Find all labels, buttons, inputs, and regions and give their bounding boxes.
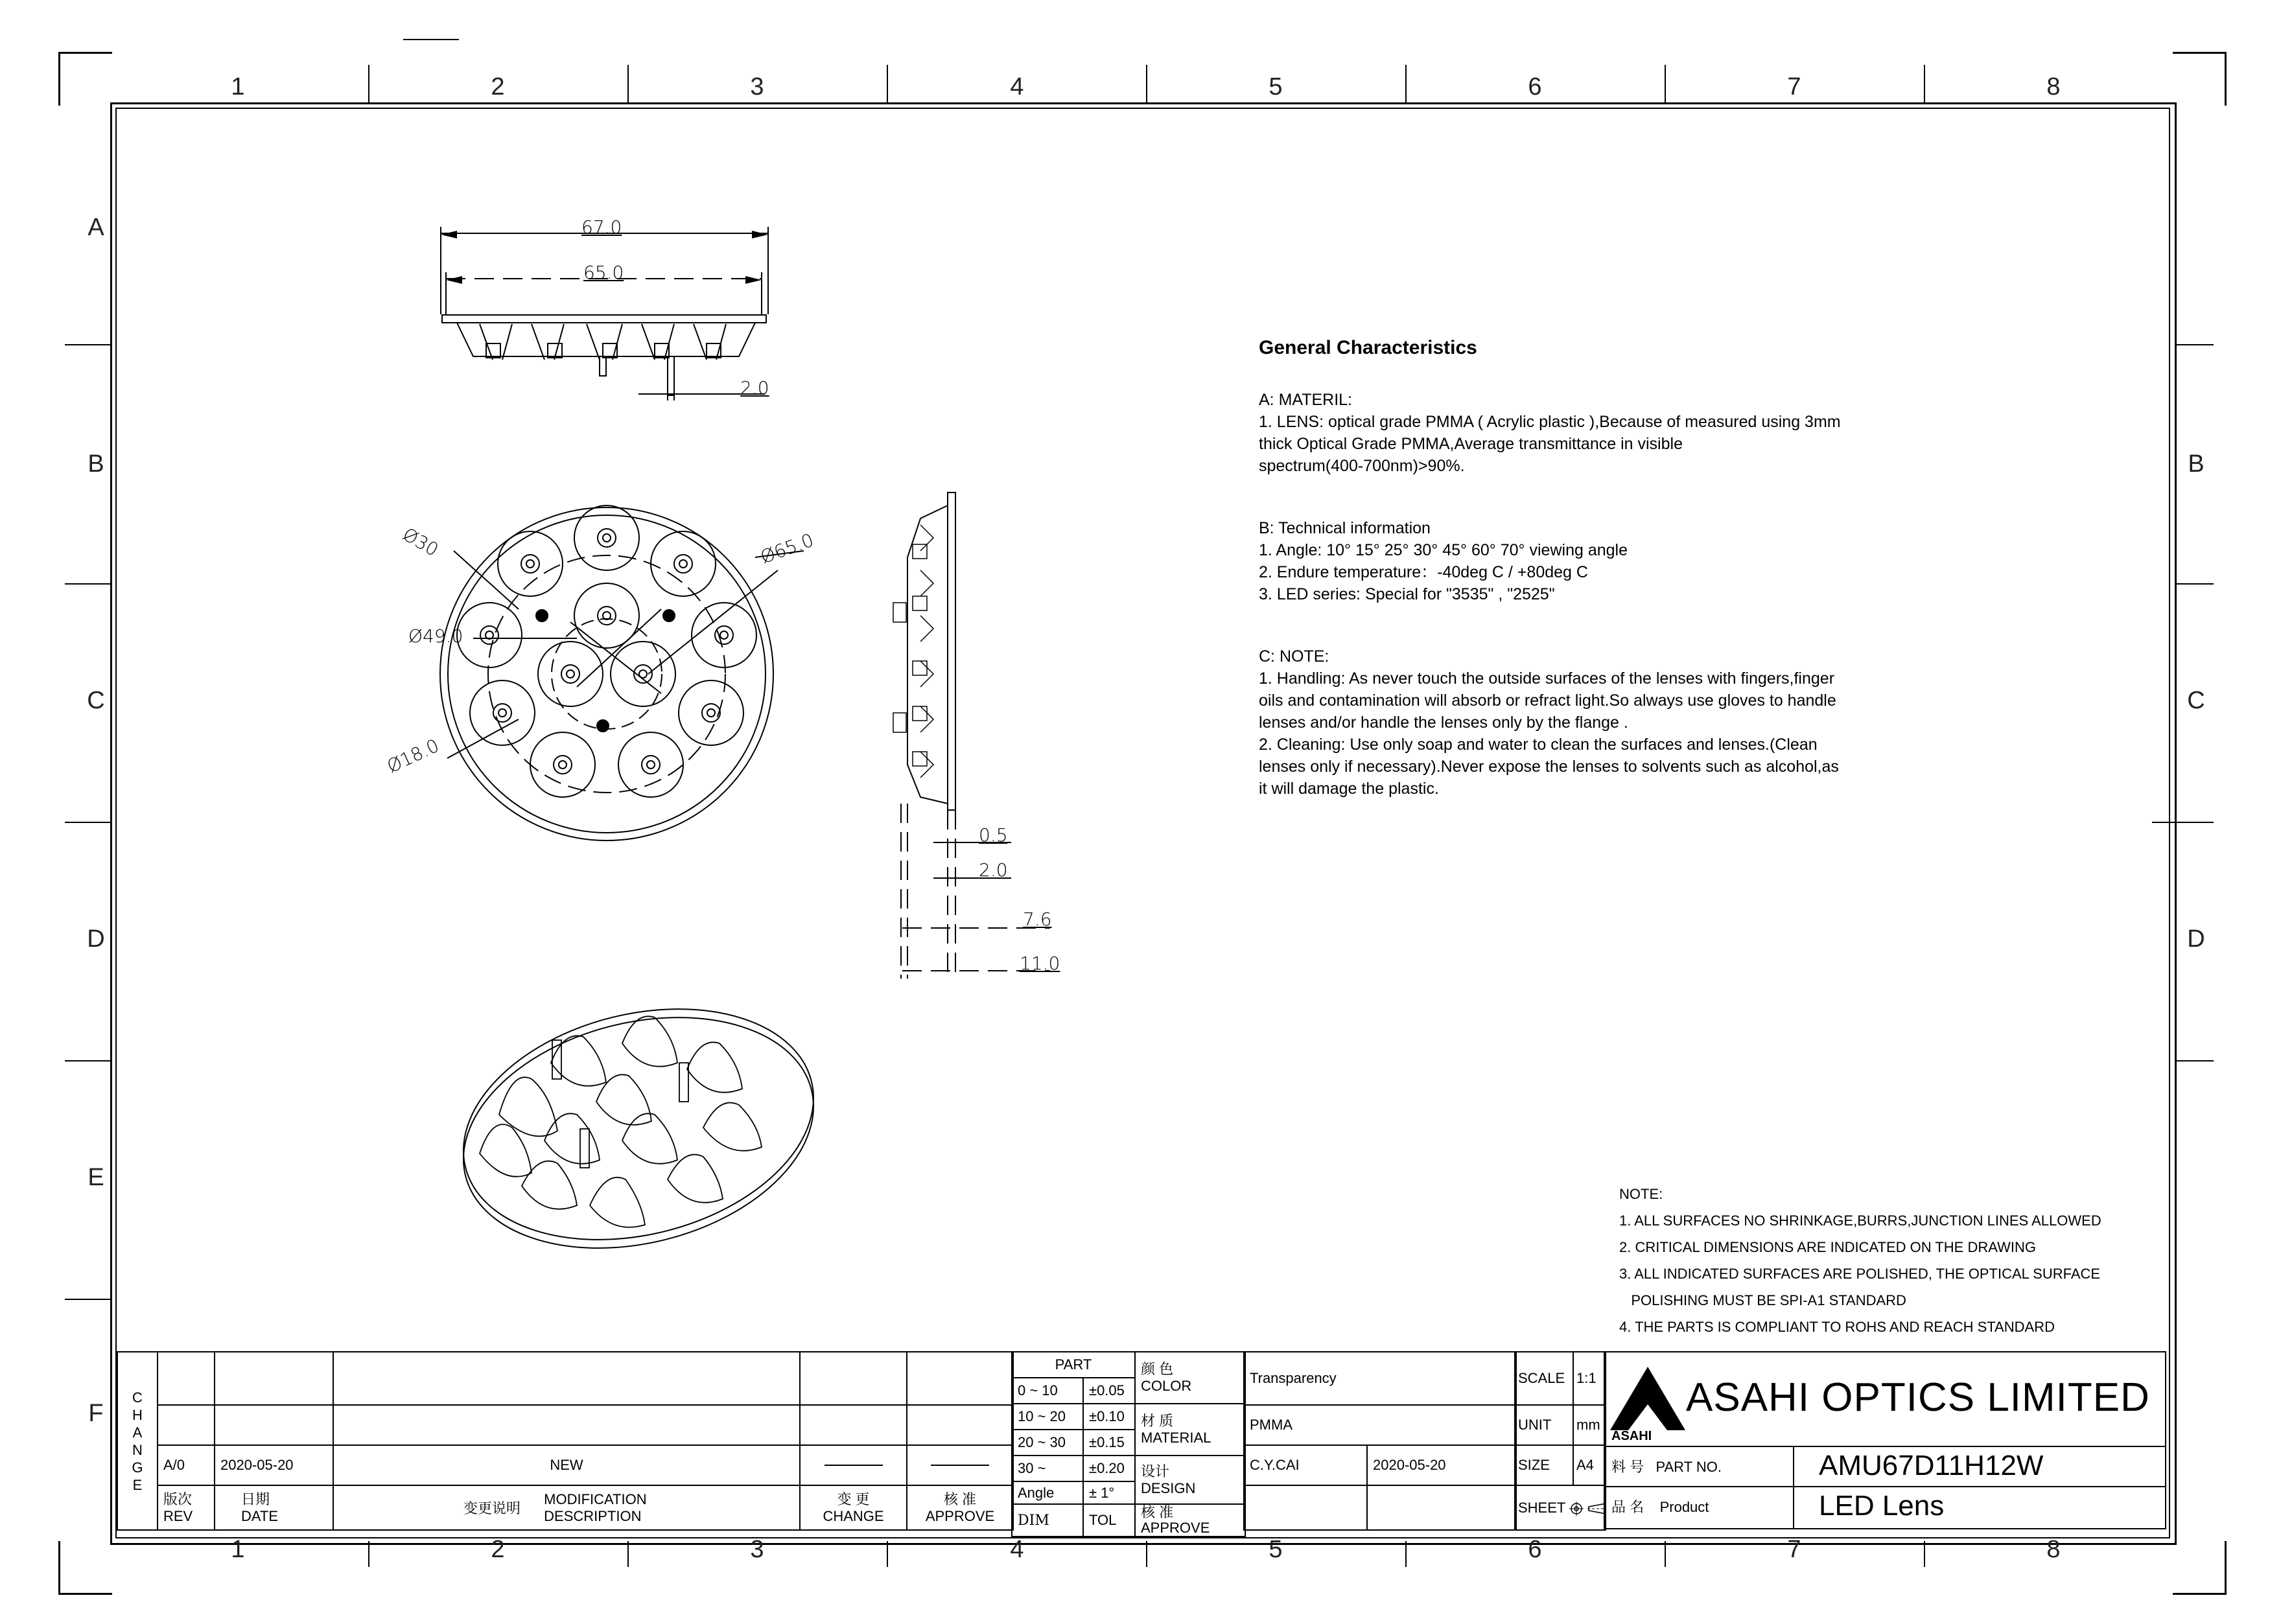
gc-b-line: 1. Angle: 10° 15° 25° 30° 45° 60° 70° viewing angle <box>1259 541 1628 559</box>
gc-a-line: thick Optical Grade PMMA,Average transmittance in visible <box>1259 435 1683 453</box>
side-section-view <box>893 493 1050 979</box>
zone-col-6: 6 <box>1528 73 1542 100</box>
company-name: ASAHI OPTICS LIMITED <box>1686 1375 2150 1420</box>
partno-label: 料 号 PART NO. <box>1611 1459 1722 1475</box>
gc-a-line: 1. LENS: optical grade PMMA ( Acrylic plastic ),Because of measured using 3mm <box>1259 413 1841 431</box>
zone-row-c: C <box>2187 687 2205 714</box>
zone-row-c: C <box>87 687 105 714</box>
date-value: 2020-05-20 <box>215 1445 333 1485</box>
gc-section-a <box>1259 389 1920 477</box>
scale-label: SCALE <box>1515 1352 1573 1405</box>
tol-dim: 0 ~ 10 <box>1012 1378 1083 1404</box>
dim-top-67: 67.0 <box>581 216 622 238</box>
product-value: LED Lens <box>1819 1490 1945 1522</box>
zone-col-4: 4 <box>1010 73 1024 100</box>
revision-table <box>117 1351 1014 1531</box>
approve2-label: 核 准 APPROVE <box>1135 1504 1245 1537</box>
drawing-notes <box>1619 1181 2177 1340</box>
dim-side-7-6: 7.6 <box>1023 909 1052 930</box>
sheet-info-table <box>1514 1351 1606 1531</box>
date-header: 日期 DATE <box>215 1485 333 1530</box>
notes-head: NOTE: <box>1619 1186 1663 1202</box>
dim-label: DIM <box>1012 1504 1083 1537</box>
change-vertical-label: C H A N G E <box>117 1352 158 1530</box>
size-value: A4 <box>1573 1445 1606 1485</box>
tolerance-table <box>1011 1351 1246 1537</box>
dim-side-11-0: 11.0 <box>1020 953 1060 974</box>
part-label: PART <box>1012 1352 1135 1378</box>
dim-dia-49: Ø49.0 <box>408 625 463 647</box>
design-date-value: 2020-05-20 <box>1367 1445 1516 1485</box>
zone-col-8: 8 <box>2046 1536 2061 1563</box>
gc-b-head: B: Technical information <box>1259 519 1431 537</box>
company-block <box>1604 1351 2166 1529</box>
dim-dia-30: Ø30 <box>399 523 443 561</box>
gc-a-head: A: MATERIL: <box>1259 391 1353 409</box>
tol-dim: 30 ~ <box>1012 1456 1083 1481</box>
zone-col-2: 2 <box>491 73 505 100</box>
spec-values-table <box>1243 1351 1517 1531</box>
modification-header: 变更说明 MODIFICATION DESCRIPTION <box>333 1485 800 1530</box>
change-header: 变 更 CHANGE <box>800 1485 907 1530</box>
tol-label: TOL <box>1083 1504 1135 1537</box>
note-line: 4. THE PARTS IS COMPLIANT TO ROHS AND REACH STANDARD <box>1619 1319 2055 1335</box>
zone-row-d: D <box>87 925 105 953</box>
color-value: Transparency <box>1244 1352 1516 1405</box>
note-line: 2. CRITICAL DIMENSIONS ARE INDICATED ON THE DRAWING <box>1619 1239 2036 1255</box>
dim-top-65: 65.0 <box>583 262 624 283</box>
size-label: SIZE <box>1515 1445 1573 1485</box>
zone-col-3: 3 <box>750 73 764 100</box>
gc-c-line: 1. Handling: As never touch the outside surfaces of the lenses with fingers,finger <box>1259 669 1835 688</box>
title-block <box>117 1351 2168 1536</box>
tol-value: ±0.05 <box>1083 1378 1135 1404</box>
zone-col-6: 6 <box>1528 1536 1542 1563</box>
isometric-view <box>439 975 838 1283</box>
gc-c-line: oils and contamination will absorb or refract light.So always use gloves to handle <box>1259 691 1836 710</box>
scale-value: 1:1 <box>1573 1352 1606 1405</box>
zone-row-e: E <box>88 1164 104 1191</box>
zone-row-d: D <box>2187 925 2205 953</box>
approve-header: 核 准 APPROVE <box>907 1485 1013 1530</box>
asahi-logo-icon <box>1609 1365 1687 1437</box>
projection-cone-icon <box>1587 1502 1606 1516</box>
note-line: POLISHING MUST BE SPI-A1 STANDARD <box>1619 1292 1906 1308</box>
general-characteristics <box>1259 337 1920 840</box>
note-line: 3. ALL INDICATED SURFACES ARE POLISHED, THE OPTICAL SURFACE <box>1619 1266 2101 1282</box>
tol-dim: 20 ~ 30 <box>1012 1430 1083 1456</box>
gc-section-c <box>1259 645 1920 800</box>
modification-value: NEW <box>333 1445 800 1485</box>
zone-row-f: F <box>88 1400 104 1427</box>
color-label: 颜 色 COLOR <box>1135 1352 1245 1404</box>
gc-b-line: 2. Endure temperature：-40deg C / +80deg C <box>1259 563 1588 581</box>
dim-dia-18: Ø18.0 <box>383 734 443 778</box>
dim-top-step: 2.0 <box>740 377 769 399</box>
material-label: 材 质 MATERIAL <box>1135 1404 1245 1456</box>
tol-value: ±0.15 <box>1083 1430 1135 1456</box>
zone-col-5: 5 <box>1269 1536 1283 1563</box>
designer-value: C.Y.CAI <box>1244 1445 1367 1485</box>
dim-side-2-0: 2.0 <box>979 859 1008 881</box>
gc-section-b <box>1259 517 1920 605</box>
zone-row-b: B <box>88 450 104 478</box>
product-label: 品 名 Product <box>1611 1499 1709 1515</box>
dim-side-0-5: 0.5 <box>979 824 1008 846</box>
front-circular-view <box>440 505 804 841</box>
tol-value: ±0.20 <box>1083 1456 1135 1481</box>
gc-c-head: C: NOTE: <box>1259 647 1329 666</box>
dim-dia-65: Ø65.0 <box>757 529 817 568</box>
zone-col-7: 7 <box>1787 73 1801 100</box>
zone-col-2: 2 <box>491 1536 505 1563</box>
unit-label: UNIT <box>1515 1405 1573 1445</box>
note-line: 1. ALL SURFACES NO SHRINKAGE,BURRS,JUNCTION LINES ALLOWED <box>1619 1212 2101 1229</box>
zone-row-a: A <box>88 214 104 241</box>
gc-c-line: lenses only if necessary).Never expose the lenses to solvents such as alcohol,as <box>1259 758 1839 776</box>
tol-dim: 10 ~ 20 <box>1012 1404 1083 1430</box>
rev-value: A/0 <box>158 1445 215 1485</box>
partno-row <box>1605 1446 2166 1487</box>
projection-symbol-icon <box>1569 1502 1584 1516</box>
design-label: 设计 DESIGN <box>1135 1456 1245 1504</box>
tol-dim: Angle <box>1012 1481 1083 1504</box>
zone-col-4: 4 <box>1010 1536 1024 1563</box>
gc-title: General Characteristics <box>1259 337 1477 358</box>
company-row <box>1605 1352 2166 1447</box>
partno-value: AMU67D11H12W <box>1819 1450 2044 1481</box>
zone-col-1: 1 <box>231 73 245 100</box>
gc-c-line: lenses and/or handle the lenses only by the flange . <box>1259 713 1628 732</box>
top-profile-view <box>441 227 768 400</box>
material-value: PMMA <box>1244 1405 1516 1445</box>
gc-b-line: 3. LED series: Special for "3535" , "2525" <box>1259 585 1555 603</box>
gc-a-line: spectrum(400-700nm)>90%. <box>1259 457 1465 475</box>
gc-c-line: it will damage the plastic. <box>1259 780 1439 798</box>
zone-col-1: 1 <box>231 1536 245 1563</box>
zone-col-7: 7 <box>1787 1536 1801 1563</box>
zone-col-3: 3 <box>750 1536 764 1563</box>
unit-value: mm <box>1573 1405 1606 1445</box>
tol-value: ± 1° <box>1083 1481 1135 1504</box>
zone-row-b: B <box>2188 450 2205 478</box>
product-row <box>1605 1486 2166 1529</box>
logo-text: ASAHI <box>1611 1429 1652 1443</box>
tol-value: ±0.10 <box>1083 1404 1135 1430</box>
zone-col-8: 8 <box>2046 73 2061 100</box>
zone-col-5: 5 <box>1269 73 1283 100</box>
sheet-cell: SHEET <box>1515 1485 1606 1530</box>
gc-c-line: 2. Cleaning: Use only soap and water to clean the surfaces and lenses.(Clean <box>1259 736 1818 754</box>
rev-header: 版次 REV <box>158 1485 215 1530</box>
